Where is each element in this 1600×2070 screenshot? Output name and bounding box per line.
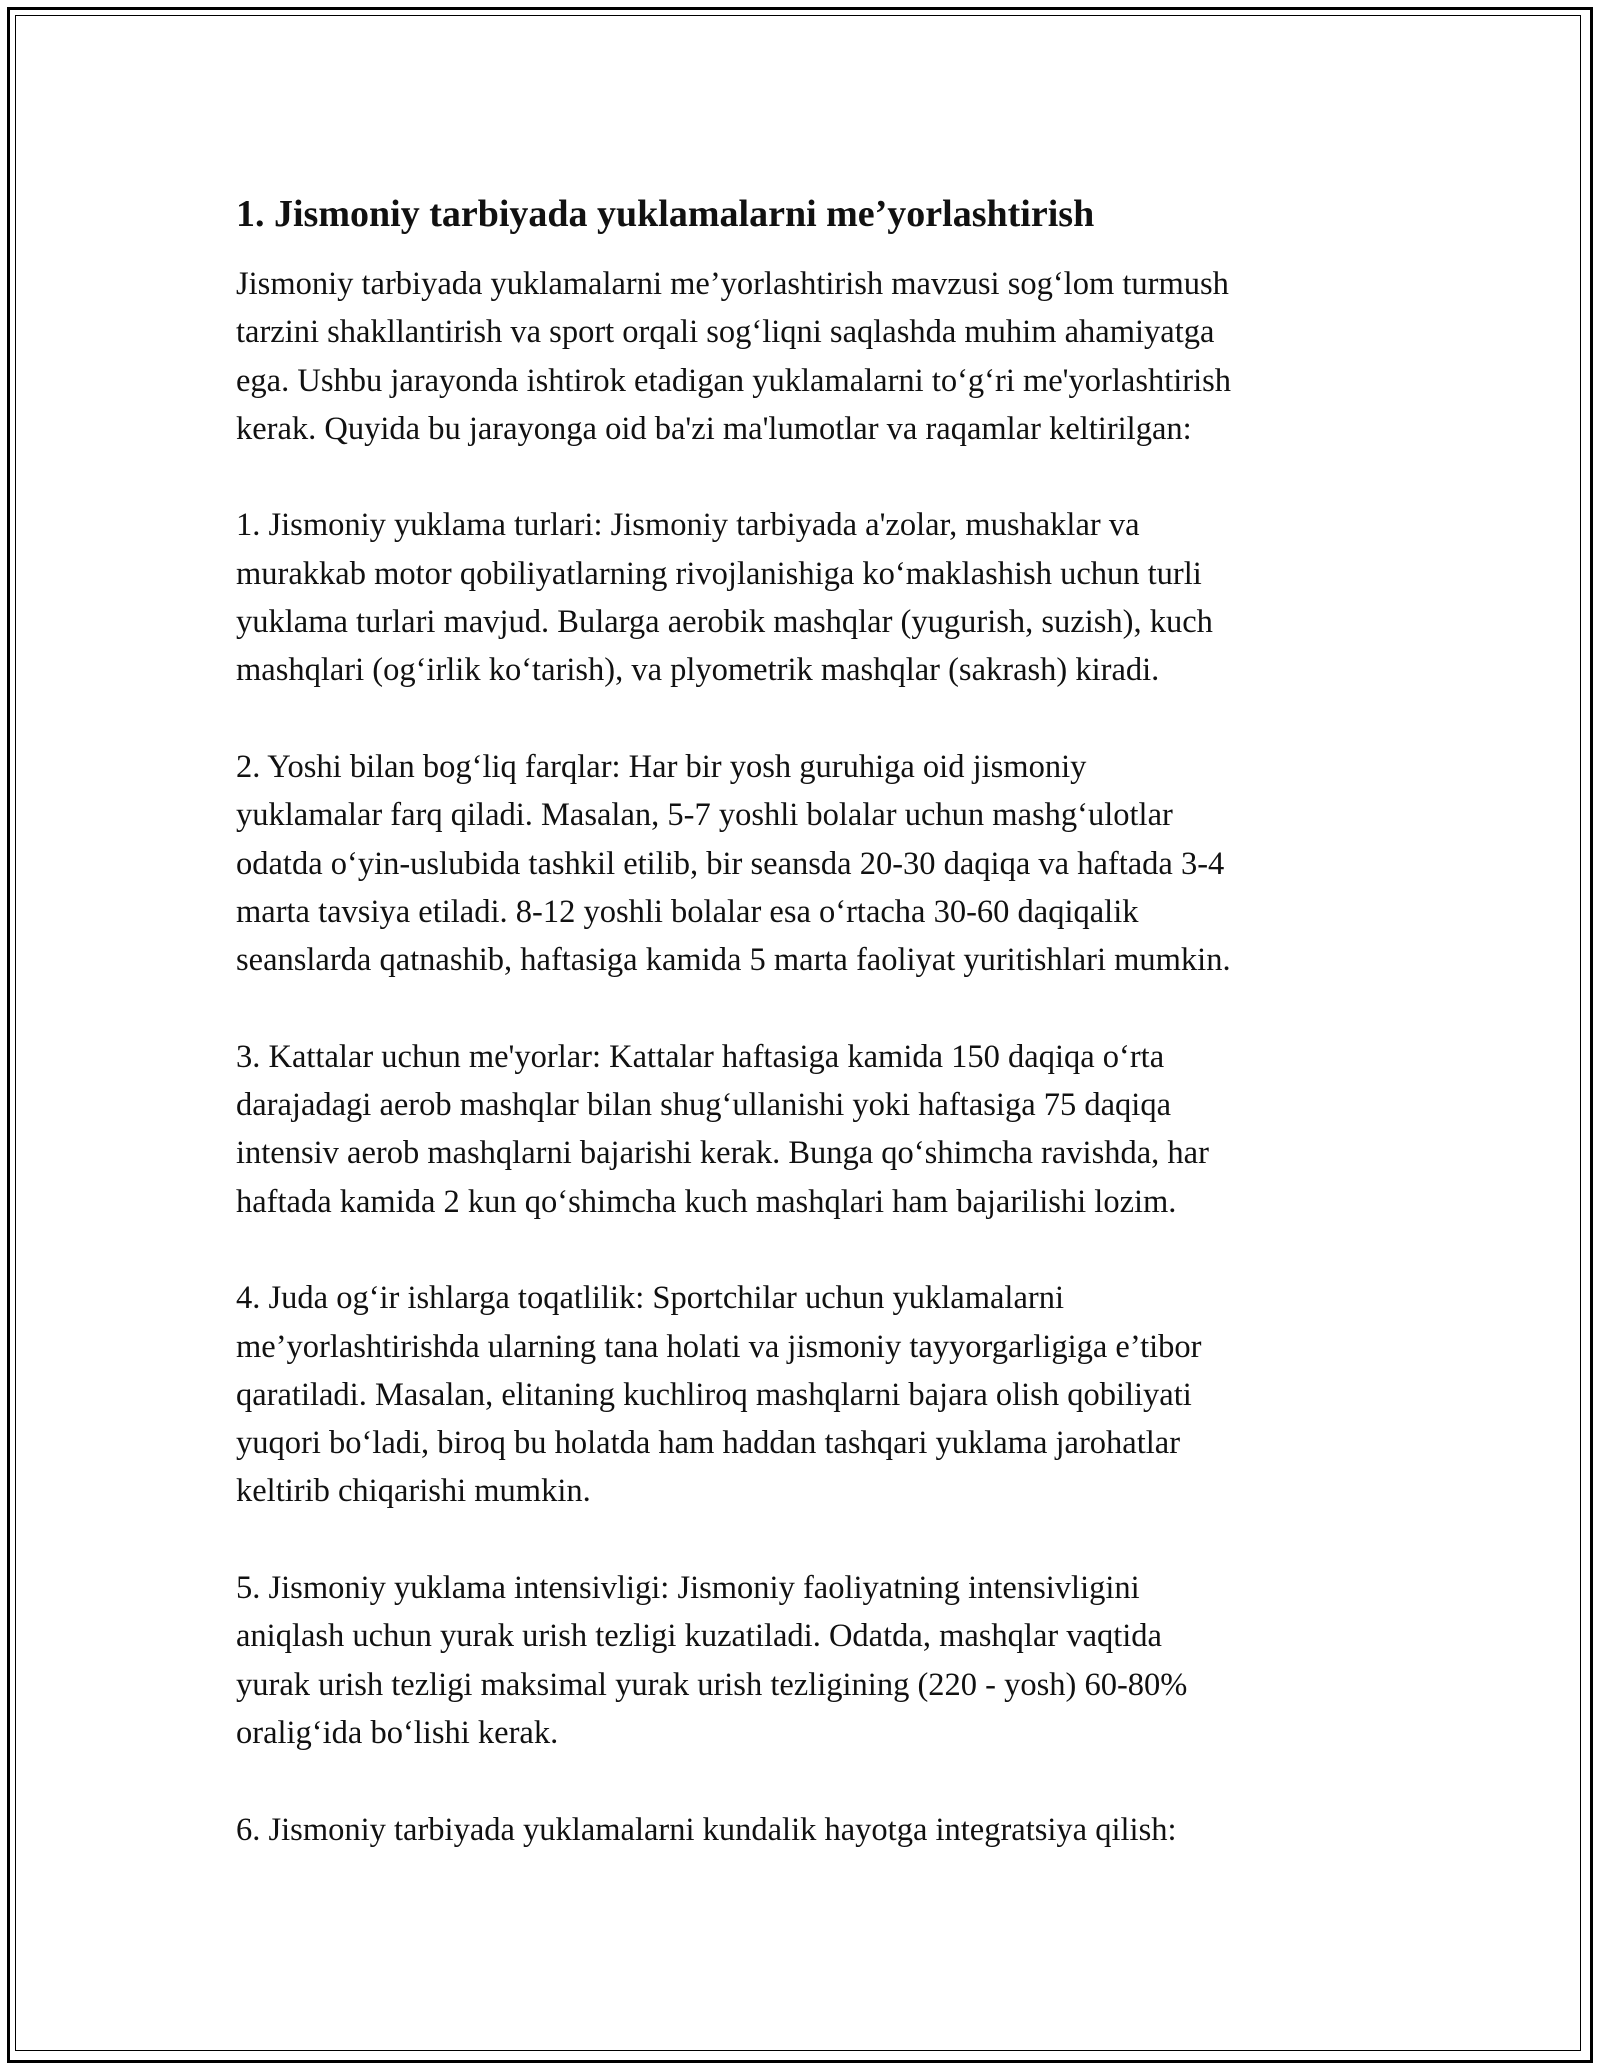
text-line: 3. Kattalar uchun me'yorlar: Kattalar haftasiga kamida 150 daqiqa o‘rta — [236, 1038, 1165, 1075]
section-4-paragraph — [236, 1274, 1376, 1515]
text-line: odatda o‘yin-uslubida tashkil etilib, bir seansda 20-30 daqiqa va haftada 3-4 — [236, 845, 1225, 882]
text-line: tarzini shakllantirish va sport orqali sog‘liqni saqlashda muhim ahamiyatga — [236, 314, 1215, 351]
text-line: 2. Yoshi bilan bog‘liq farqlar: Har bir yosh guruhiga oid jismoniy — [236, 748, 1087, 785]
text-line: kerak. Quyida bu jarayonga oid ba'zi ma'lumotlar va raqamlar keltirilgan: — [236, 410, 1192, 447]
text-line: 5. Jismoniy yuklama intensivligi: Jismoniy faoliyatning intensivligini — [236, 1570, 1140, 1607]
text-line: mashqlari (og‘irlik ko‘tarish), va plyometrik mashqlar (sakrash) kiradi. — [236, 652, 1160, 689]
text-line: 4. Juda og‘ir ishlarga toqatlilik: Sportchilar uchun yuklamalarni — [236, 1280, 1064, 1317]
section-2-paragraph — [236, 743, 1376, 984]
text-line: yurak urish tezligi maksimal yurak urish tezligining (220 - yosh) 60-80% — [236, 1666, 1188, 1703]
text-line: darajadagi aerob mashqlar bilan shug‘ullanishi yoki haftasiga 75 daqiqa — [236, 1087, 1171, 1124]
text-line: 1. Jismoniy yuklama turlari: Jismoniy tarbiyada a'zolar, mushaklar va — [236, 507, 1140, 544]
text-line: seanslarda qatnashib, haftasiga kamida 5 marta faoliyat yuritishlari mumkin. — [236, 942, 1231, 979]
text-line: 6. Jismoniy tarbiyada yuklamalarni kundalik hayotga integratsiya qilish: — [236, 1811, 1177, 1848]
text-line: qaratiladi. Masalan, elitaning kuchliroq mashqlarni bajara olish qobiliyati — [236, 1376, 1192, 1413]
text-line: Jismoniy tarbiyada yuklamalarni me’yorlashtirish mavzusi sog‘lom turmush — [236, 266, 1229, 302]
text-line: murakkab motor qobiliyatlarning rivojlanishiga ko‘maklashish uchun turli — [236, 555, 1202, 592]
text-line: yuqori bo‘ladi, biroq bu holatda ham haddan tashqari yuklama jarohatlar — [236, 1425, 1181, 1462]
text-line: intensiv aerob mashqlarni bajarishi kerak. Bunga qo‘shimcha ravishda, har — [236, 1135, 1209, 1172]
text-line: yuklama turlari mavjud. Bularga aerobik mashqlar (yugurish, suzish), kuch — [236, 604, 1213, 641]
text-line: keltirib chiqarishi mumkin. — [236, 1473, 591, 1510]
text-line: yuklamalar farq qiladi. Masalan, 5-7 yoshli bolalar uchun mashg‘ulotlar — [236, 797, 1173, 834]
document-title: 1. Jismoniy tarbiyada yuklamalarni me’yorlashtirish — [236, 193, 1095, 235]
text-line: marta tavsiya etiladi. 8-12 yoshli bolalar esa o‘rtacha 30-60 daqiqalik — [236, 893, 1139, 930]
section-3-paragraph — [236, 1033, 1376, 1226]
text-line: oralig‘ida bo‘lishi kerak. — [236, 1714, 559, 1751]
text-line: me’yorlashtirishda ularning tana holati va jismoniy tayyorgarligiga e’tibor — [236, 1328, 1202, 1365]
intro-paragraph — [236, 260, 1376, 453]
text-line: ega. Ushbu jarayonda ishtirok etadigan yuklamalarni to‘g‘ri me'yorlashtirish — [236, 362, 1232, 399]
document-body — [236, 186, 1376, 1902]
section-1-paragraph — [236, 501, 1376, 694]
section-5-paragraph — [236, 1564, 1376, 1757]
section-6-paragraph — [236, 1806, 1376, 1854]
text-line: haftada kamida 2 kun qo‘shimcha kuch mashqlari ham bajarilishi lozim. — [236, 1183, 1177, 1220]
text-line: aniqlash uchun yurak urish tezligi kuzatiladi. Odatda, mashqlar vaqtida — [236, 1618, 1162, 1655]
